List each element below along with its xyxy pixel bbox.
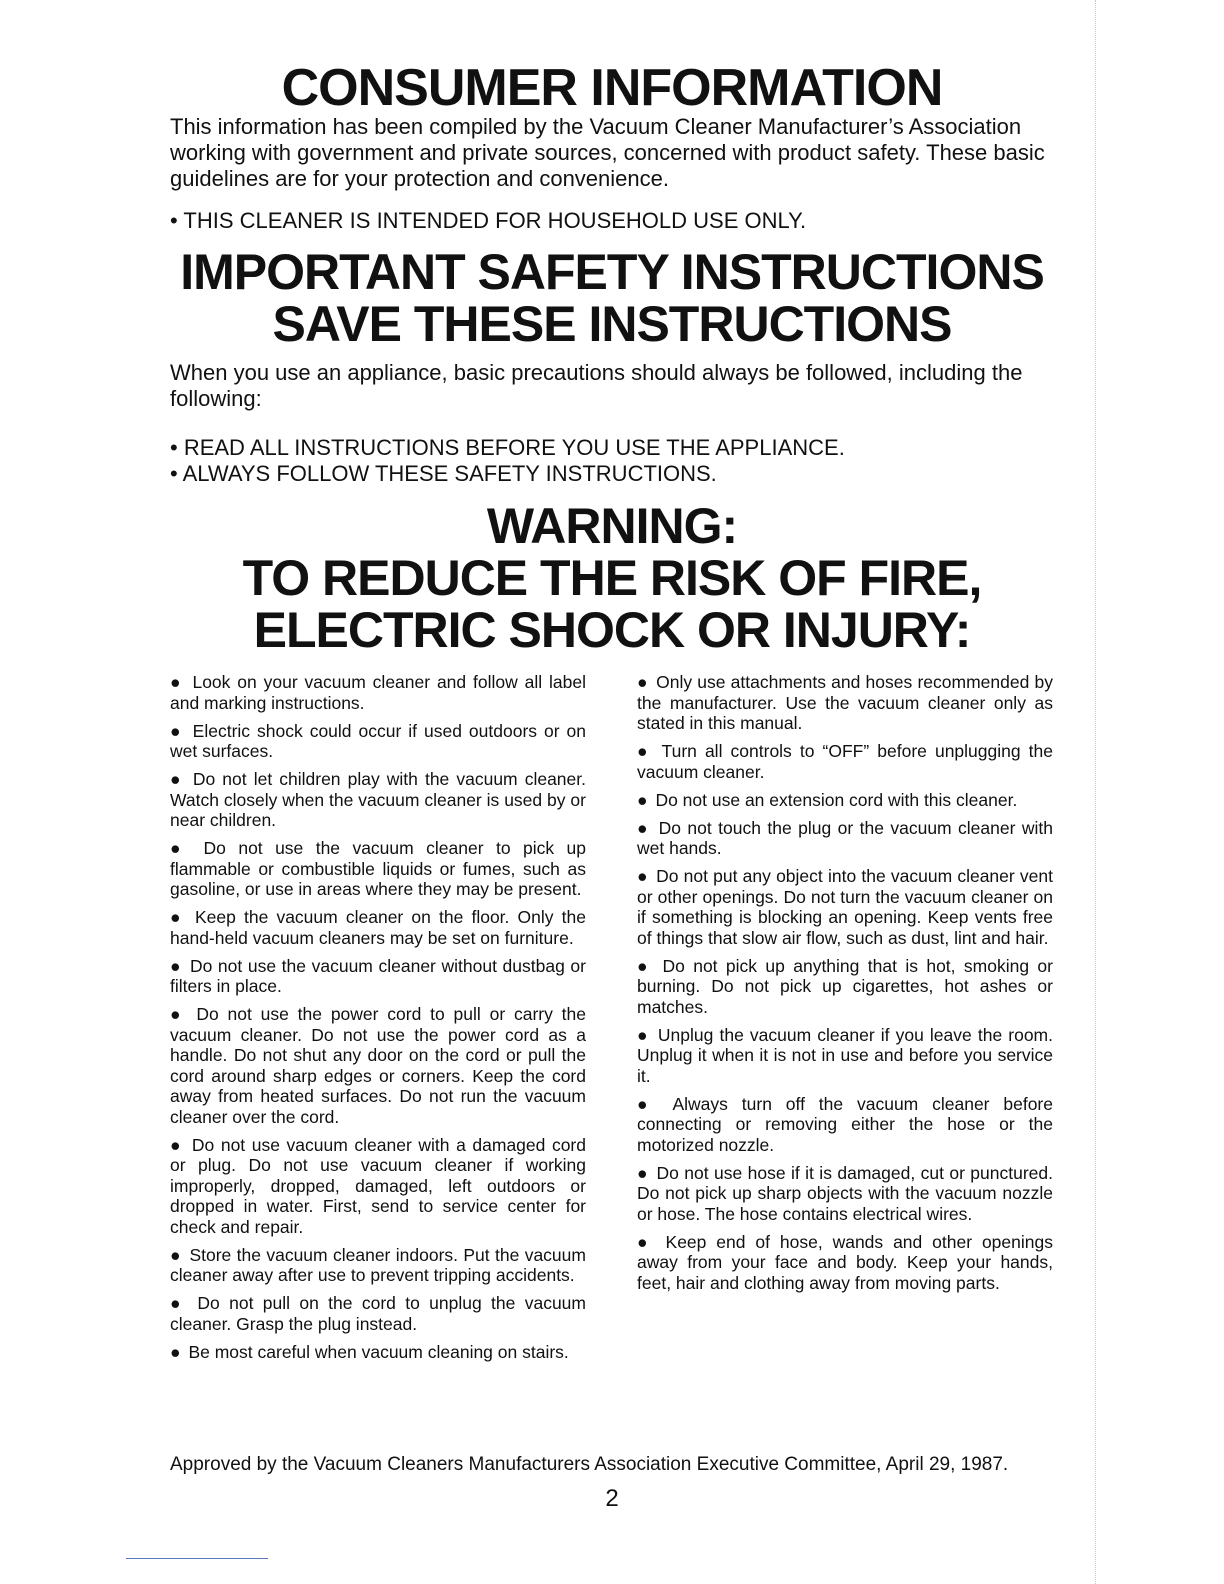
bullet-icon: ● <box>170 1004 185 1024</box>
instruction-text: Do not use an extension cord with this cleaner. <box>655 789 1018 810</box>
bullet-icon: ● <box>170 769 183 789</box>
bullet-icon: ● <box>170 1341 181 1362</box>
consumer-information-title: CONSUMER INFORMATION <box>281 59 943 117</box>
instruction-item <box>170 838 586 900</box>
instruction-item <box>637 818 1053 859</box>
instruction-item <box>170 907 586 948</box>
bullet-icon: ● <box>637 1231 653 1252</box>
instruction-text: Do not use the power cord to pull or carry the vacuum cleaner. Do not use the power cord as a handle. Do not shut any door on the cord or pull the cord around sharp edges or corners. Keep the cord away from heated surfaces. Do not run the vacuum cleaner over the cord. <box>170 1004 586 1127</box>
bullet-icon: ● <box>637 1093 657 1114</box>
instruction-item <box>170 1135 586 1238</box>
instruction-text: Do not use the vacuum cleaner without dustbag or filters in place. <box>170 955 586 996</box>
instruction-text: Be most careful when vacuum cleaning on stairs. <box>188 1341 569 1362</box>
instruction-text: Only use attachments and hoses recommended by the manufacturer. Use the vacuum cleaner only as stated in this manual. <box>637 672 1053 733</box>
instruction-text: Store the vacuum cleaner indoors. Put the vacuum cleaner away after use to prevent tripping accidents. <box>170 1244 586 1285</box>
bullet-icon: ● <box>170 1244 182 1265</box>
page-number: 2 <box>605 1485 619 1512</box>
instruction-text: Do not use hose if it is damaged, cut or punctured. Do not pick up sharp objects with the vacuum nozzle or hose. The hose contains electrical wires. <box>637 1162 1053 1224</box>
scan-edge-line <box>1095 0 1096 1584</box>
instruction-text: Unplug the vacuum cleaner if you leave the room. Unplug it when it is not in use and before you service it. <box>637 1024 1053 1086</box>
instruction-item <box>637 741 1053 782</box>
instruction-item <box>170 1293 586 1334</box>
always-follow-notice: • ALWAYS FOLLOW THESE SAFETY INSTRUCTIONS. <box>170 461 717 486</box>
instruction-item <box>637 1163 1053 1225</box>
instruction-text: Do not touch the plug or the vacuum cleaner with wet hands. <box>637 817 1053 858</box>
bullet-icon: ● <box>637 866 648 886</box>
safety-title-line-2: SAVE THESE INSTRUCTIONS <box>272 296 952 352</box>
instruction-item <box>637 672 1053 734</box>
bullet-icon: ● <box>170 720 183 741</box>
bullet-icon: ● <box>637 1024 649 1045</box>
warning-title <box>0 500 1224 656</box>
instruction-text: Turn all controls to “OFF” before unplugging the vacuum cleaner. <box>637 741 1053 782</box>
instruction-item <box>637 1094 1053 1156</box>
bullet-icon: ● <box>637 672 648 692</box>
read-all-instructions-notice: • READ ALL INSTRUCTIONS BEFORE YOU USE THE APPLIANCE. <box>170 435 845 460</box>
instruction-text: Look on your vacuum cleaner and follow all label and marking instructions. <box>170 672 586 713</box>
bullet-icon: ● <box>170 672 183 692</box>
instruction-item <box>637 956 1053 1018</box>
bullet-icon: ● <box>170 1293 186 1313</box>
safety-instructions-title <box>0 246 1224 350</box>
bullet-icon: ● <box>637 741 651 761</box>
safety-title-line-1: IMPORTANT SAFETY INSTRUCTIONS <box>180 244 1044 300</box>
instruction-item <box>170 672 586 713</box>
instruction-text: Do not use the vacuum cleaner to pick up flammable or combustible liquids or fumes, such as gasoline, or use in areas where they may be present. <box>170 838 586 899</box>
instruction-item <box>170 769 586 831</box>
precautions-paragraph: When you use an appliance, basic precautions should always be followed, including the following: <box>170 360 1023 411</box>
instruction-text: Do not let children play with the vacuum cleaner. Watch closely when the vacuum cleaner is used by or near children. <box>170 769 586 830</box>
consumer-intro-paragraph: This information has been compiled by the Vacuum Cleaner Manufacturer’s Association working with government and private sources, concerned with product safety. These basic guidelines are for your protection and convenience. <box>170 114 1045 191</box>
instruction-item <box>637 790 1053 811</box>
instruction-text: Do not put any object into the vacuum cleaner vent or other openings. Do not turn the vacuum cleaner on if something is blocking an opening. Keep vents free of things that slow air flow, such as dust, lint and hair. <box>637 866 1053 948</box>
bullet-icon: ● <box>170 838 189 858</box>
instruction-text: Electric shock could occur if used outdoors or on wet surfaces. <box>170 720 586 761</box>
bullet-icon: ● <box>170 1134 183 1155</box>
warning-line-2: TO REDUCE THE RISK OF FIRE, <box>242 550 982 606</box>
warning-line-1: WARNING: <box>486 498 738 554</box>
instruction-text: Always turn off the vacuum cleaner before connecting or removing either the hose or the motorized nozzle. <box>637 1093 1053 1155</box>
bullet-icon: ● <box>637 817 650 838</box>
bullet-icon: ● <box>637 1162 649 1183</box>
instruction-text: Do not use vacuum cleaner with a damaged cord or plug. Do not use vacuum cleaner if working improperly, dropped, damaged, left outdoors or dropped in water. First, send to service center for check and repair. <box>170 1134 586 1237</box>
instruction-item <box>170 721 586 762</box>
instruction-item <box>637 1232 1053 1294</box>
instruction-text: Keep end of hose, wands and other openings away from your face and body. Keep your hands, feet, hair and clothing away from moving parts. <box>637 1231 1053 1293</box>
instruction-text: Do not pick up anything that is hot, smoking or burning. Do not pick up cigarettes, hot ashes or matches. <box>637 955 1053 1017</box>
instruction-item <box>170 1004 586 1127</box>
warning-line-3: ELECTRIC SHOCK OR INJURY: <box>253 602 971 658</box>
instruction-text: Keep the vacuum cleaner on the floor. Only the hand-held vacuum cleaners may be set on furniture. <box>170 907 586 948</box>
footer-rule <box>126 1558 268 1559</box>
instructions-left-column <box>170 672 586 1370</box>
instruction-text: Do not pull on the cord to unplug the vacuum cleaner. Grasp the plug instead. <box>170 1293 586 1334</box>
instruction-item <box>170 956 586 997</box>
bullet-icon: ● <box>170 907 184 927</box>
bullet-icon: ● <box>637 955 652 976</box>
bullet-icon: ● <box>170 955 182 976</box>
instruction-item <box>637 866 1053 948</box>
household-use-notice: • THIS CLEANER IS INTENDED FOR HOUSEHOLD USE ONLY. <box>170 208 807 233</box>
instruction-item <box>170 1342 586 1363</box>
instruction-item <box>637 1025 1053 1087</box>
instructions-right-column <box>637 672 1053 1301</box>
approval-note: Approved by the Vacuum Cleaners Manufacturers Association Executive Committee, April 29, 1987. <box>170 1454 1009 1475</box>
bullet-icon: ● <box>637 789 648 810</box>
instruction-item <box>170 1245 586 1286</box>
